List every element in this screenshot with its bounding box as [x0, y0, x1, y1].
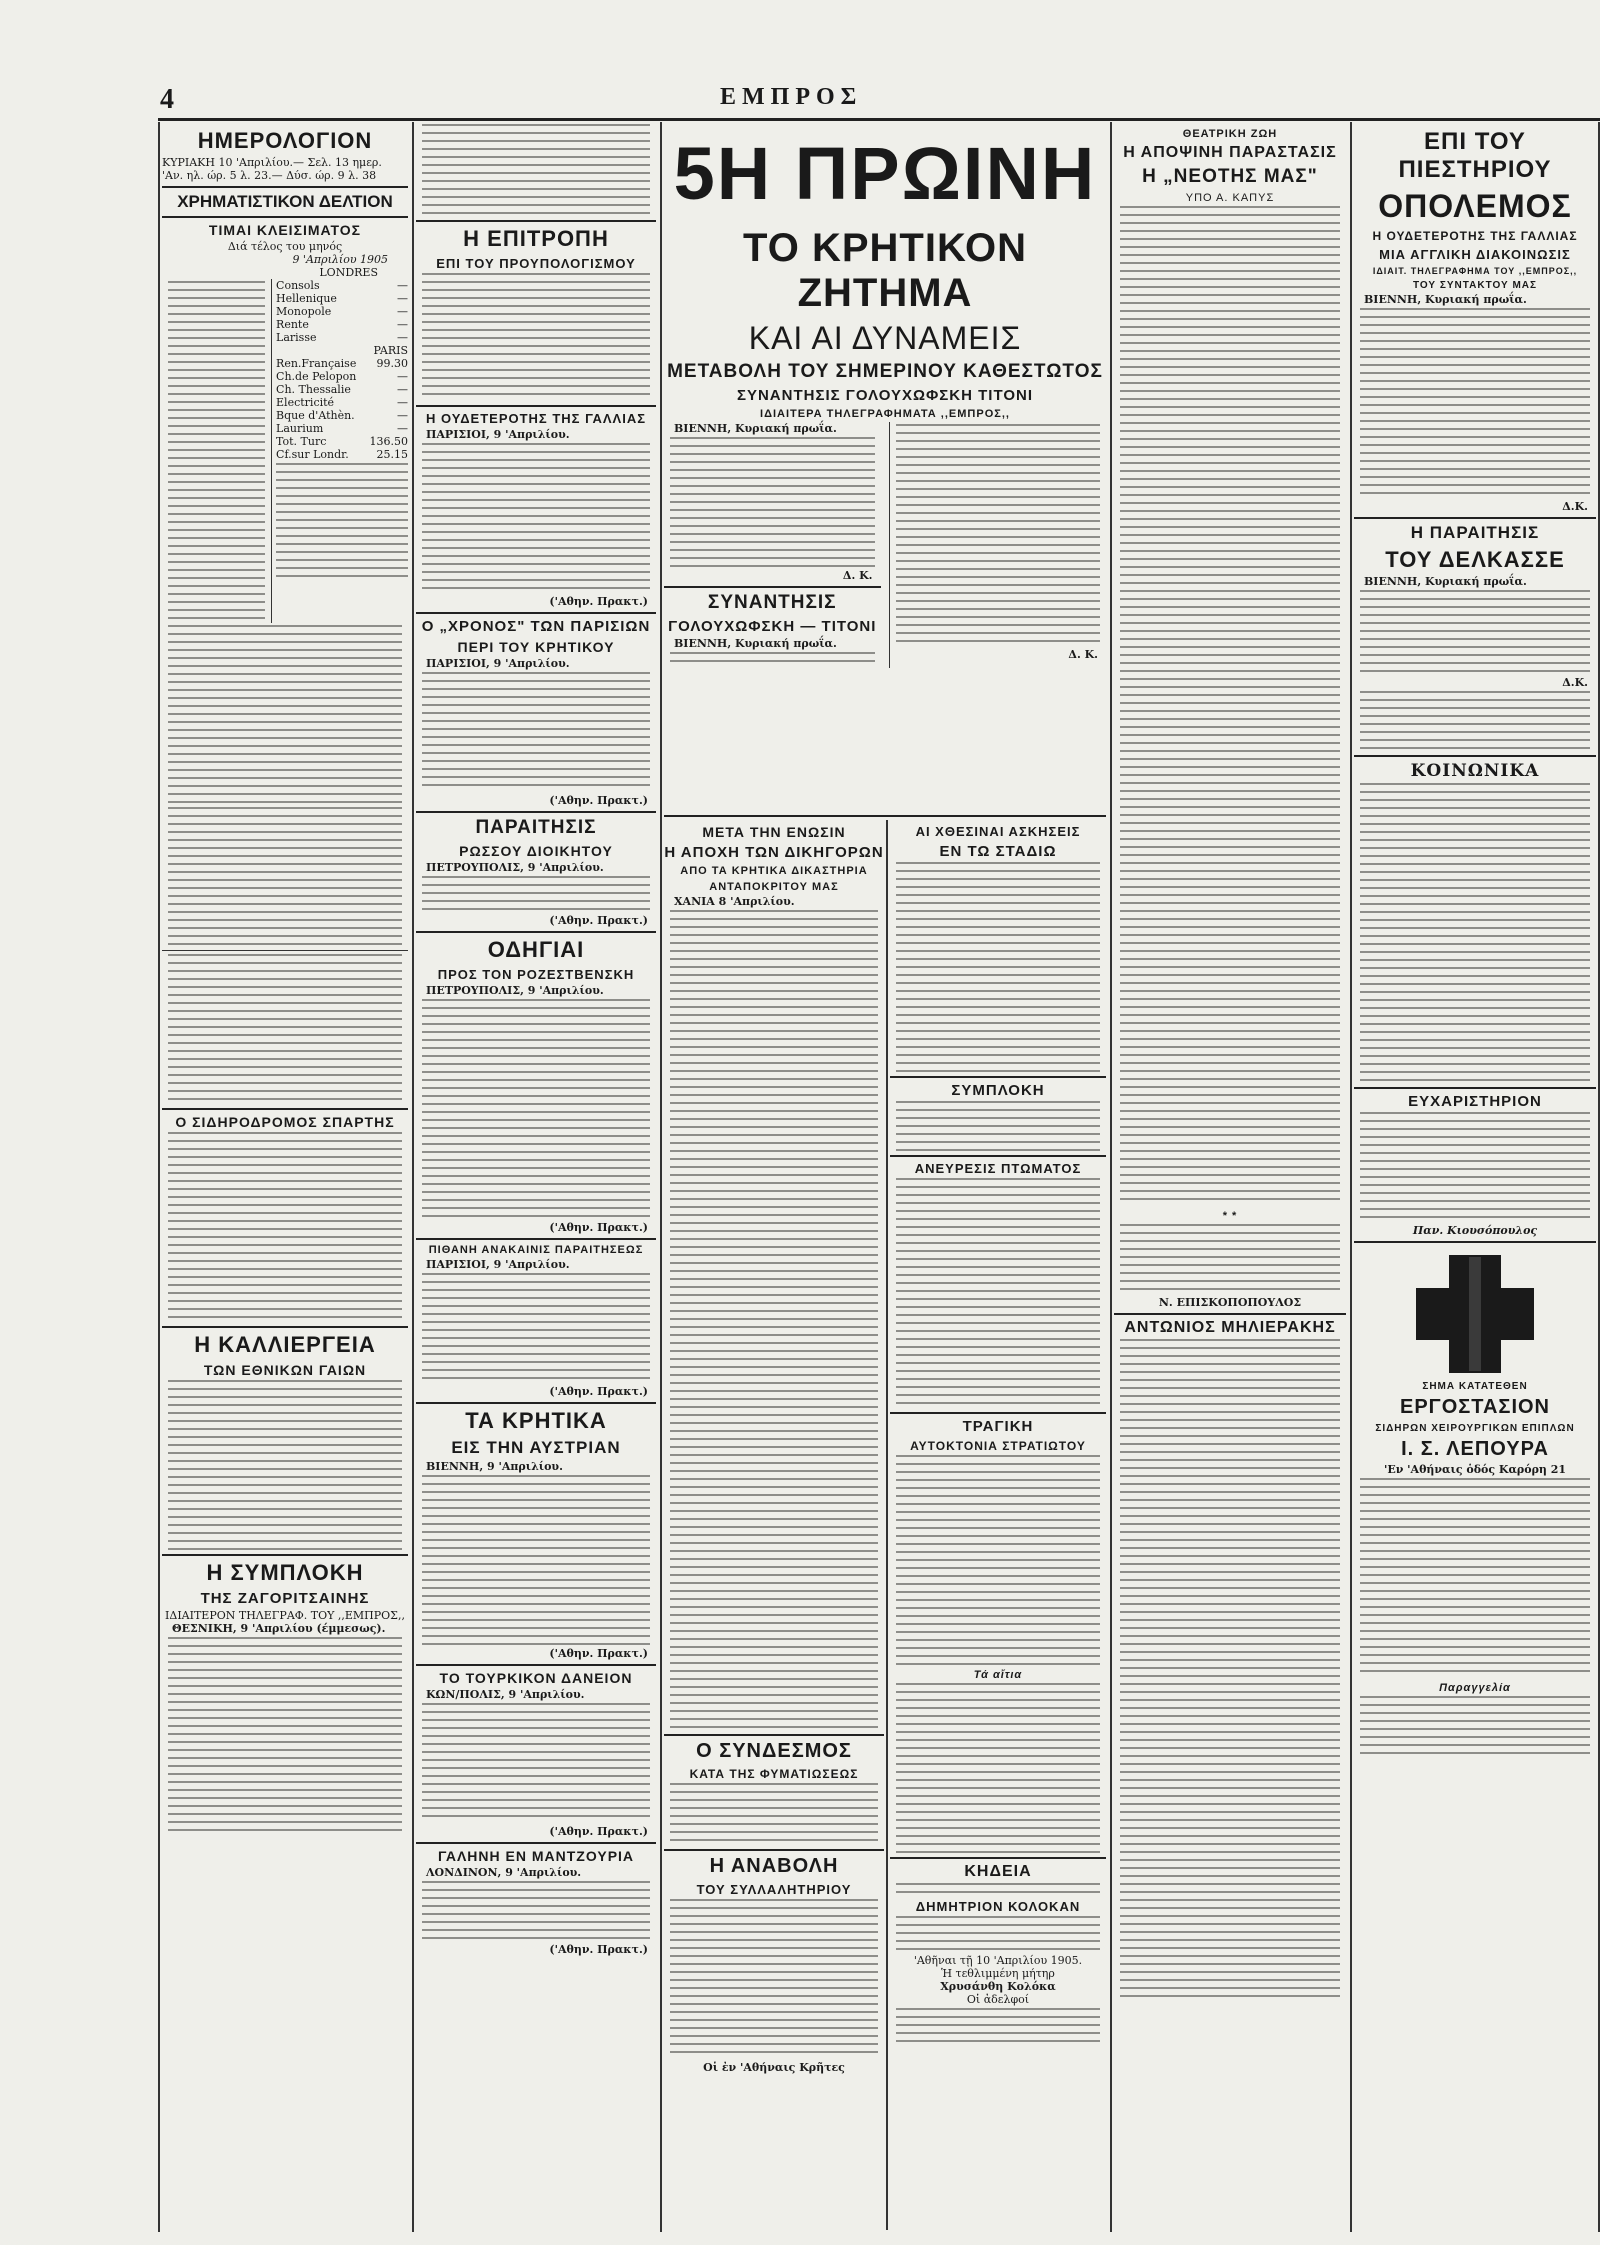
apoxi-title: Η ΑΠΟΧΗ ΤΩΝ ΔΙΚΗΓΟΡΩΝ [664, 844, 884, 861]
dateline: ΠΕΤΡΟΥΠΟΛΙΣ, 9 'Απριλίου. [426, 861, 604, 874]
paper-title: ΕΜΠΡΟΣ [720, 84, 863, 110]
kideia-name: ΔΗΜΗΤΡΙΟΝ ΚΟΛΟΚΑΝ [915, 1899, 1081, 1914]
agency-credit: ('Αθην. Πρακτ.) [549, 1825, 648, 1838]
dateline: ΒΙΕΝΝΗ, Κυριακή πρωΐα. [674, 422, 837, 435]
headline-source: ΙΔΙΑΙΤΕΡΑ ΤΗΛΕΓΡΑΦΗΜΑΤΑ ,,ΕΜΠΡΟΣ,, [760, 408, 1010, 420]
askiseis-sub: ΕΝ ΤΩ ΣΤΑΔΙΩ [939, 843, 1057, 860]
headline: ΤΟ ΚΡΗΤΙΚΟΝ ΖΗΤΗΜΑ [743, 226, 1027, 315]
agency-credit: ('Αθην. Πρακτ.) [549, 1647, 648, 1660]
askiseis-title: ΑΙ ΧΘΕΣΙΝΑΙ ΑΣΚΗΣΕΙΣ [915, 824, 1081, 839]
symploki-title: ΣΥΜΠΛΟΚΗ [951, 1082, 1045, 1099]
kallieregia-sub: ΤΩΝ ΕΘΝΙΚΩΝ ΓΑΙΩΝ [203, 1362, 367, 1378]
daneion-title: ΤΟ ΤΟΥΡΚΙΚΟΝ ΔΑΝΕΙΟΝ [439, 1670, 633, 1686]
paraitisis-title: ΠΑΡΑΙΤΗΣΙΣ [475, 817, 597, 838]
table-row: Cf.sur Londr. 25.15 [276, 448, 408, 461]
agency-credit: ('Αθην. Πρακτ.) [549, 1943, 648, 1956]
kideia-title: ΚΗΔΕΙΑ [964, 1863, 1032, 1880]
table-row: Monopole — [276, 305, 408, 318]
subhead-3: ΣΥΝΑΝΤΗΣΙΣ ΓΟΛΟΥΧΩΦΣΚΗ ΤΙΤΟΝΙ [736, 387, 1034, 404]
tragiki-title: ΤΡΑΓΙΚΗ [962, 1418, 1034, 1435]
table-row: Larisse — [276, 331, 408, 344]
factory-title: ΕΡΓΟΣΤΑΣΙΟΝ [1400, 1396, 1550, 1418]
synantisis-sub: ΓΟΛΟΥΧΩΦΣΚΗ — ΤΙΤΟΝΙ [668, 618, 877, 635]
london-label: LONDRES [319, 266, 378, 279]
signature: Δ.Κ. [1562, 500, 1588, 513]
trademark-label: ΣΗΜΑ ΚΑΤΑΤΕΘΕΝ [1422, 1381, 1528, 1392]
calendar-title: ΗΜΕΡΟΛΟΓΙΟΝ [197, 128, 373, 153]
headline-body [664, 422, 1106, 668]
kideia-siblings: Οἱ ἀδελφοί [966, 1993, 1030, 2006]
table-row: Tot. Turc 136.50 [276, 435, 408, 448]
kideia-widow: Ἡ τεθλιμμένη μήτηρ [941, 1967, 1055, 1980]
symploki-source: ΙΔΙΑΙΤΕΡΟΝ ΤΗΛΕΓΡΑΦ. ΤΟΥ ,,ΕΜΠΡΟΣ,, [165, 1609, 405, 1622]
finance-title: ΧΡΗΜΑΤΙΣΤΙΚΟΝ ΔΕΛΤΙΟΝ [177, 192, 393, 211]
press-sub3: ΜΙΑ ΑΓΓΛΙΚΗ ΔΙΑΚΟΙΝΩΣΙΣ [1379, 247, 1571, 262]
header-rule [158, 118, 1600, 121]
agency-credit: ('Αθην. Πρακτ.) [549, 1221, 648, 1234]
syndesmos-sub: ΚΑΤΑ ΤΗΣ ΦΥΜΑΤΙΩΣΕΩΣ [689, 1767, 859, 1781]
subhead: ΚΑΙ ΑΙ ΔΥΝΑΜΕΙΣ [748, 320, 1022, 356]
byline: ΥΠΟ Α. ΚΑΠΥΣ [1185, 192, 1275, 204]
price-table-right [271, 279, 408, 623]
chronos-title: Ο „ΧΡΟΝΟΣ" ΤΩΝ ΠΑΡΙΣΙΩΝ [421, 618, 651, 635]
closing-sub: Διά τέλος του μηνός [227, 240, 343, 253]
paraitisis-sub: ΡΩΣΣΟΥ ΔΙΟΙΚΗΤΟΥ [459, 843, 613, 859]
epitropi-title: Η ΕΠΙΤΡΟΠΗ [463, 226, 609, 251]
press-title: ΕΠΙ ΤΟΥ ΠΙΕΣΤΗΡΙΟΥ [1398, 128, 1552, 183]
syndesmos-title: Ο ΣΥΝΔΕΣΜΟΣ [696, 1740, 852, 1762]
press-source: ΙΔΙΑΙΤ. ΤΗΛΕΓΡΑΦΗΜΑ ΤΟΥ ,,ΕΜΠΡΟΣ,, [1372, 266, 1578, 276]
press-subtitle: ΟΠΟΛΕΜΟΣ [1378, 188, 1572, 224]
chronos-sub: ΠΕΡΙ ΤΟΥ ΚΡΗΤΙΚΟΥ [457, 639, 615, 655]
symploki-title: Η ΣΥΜΠΛΟΚΗ [206, 1560, 364, 1585]
tragiki-sub: ΑΥΤΟΚΤΟΝΙΑ ΣΤΡΑΤΙΩΤΟΥ [910, 1439, 1086, 1453]
paraggelia: Παραγγελία [1439, 1682, 1511, 1694]
symploki-dateline: ΘΕΣΝΙΚΗ, 9 'Απριλίου (έμμεσως). [172, 1622, 386, 1635]
column-rule [1350, 122, 1352, 2232]
column-rule [660, 122, 662, 2232]
koinonika-title: ΚΟΙΝΩΝΙΚΑ [1410, 761, 1540, 781]
agency-credit: ('Αθην. Πρακτ.) [549, 914, 648, 927]
anevresis-title: ΑΝΕΥΡΕΣΙΣ ΠΤΩΜΑΤΟΣ [914, 1161, 1082, 1176]
column-5 [1114, 122, 1346, 2242]
table-row: Ch. Thessalie — [276, 383, 408, 396]
theatre-title: Η ΑΠΟΨΙΝΗ ΠΑΡΑΣΤΑΣΙΣ [1123, 144, 1337, 161]
galini-title: ΓΑΛΗΝΗ ΕΝ ΜΑΝΤΖΟΥΡΙΑ [437, 1848, 635, 1864]
column-rule [158, 122, 160, 2232]
synantisis-title: ΣΥΝΑΝΤΗΣΙΣ [707, 592, 837, 613]
dateline: ΒΙΕΝΝΗ, Κυριακή πρωΐα. [1364, 575, 1527, 588]
theatre-subtitle: Η „ΝΕΟΤΗΣ ΜΑΣ" [1142, 166, 1318, 187]
column-1 [162, 122, 408, 2242]
headline-rule [664, 815, 1106, 817]
column-rule [1110, 122, 1112, 2232]
kideia-mother: Χρυσάνθη Κολόκα [940, 1980, 1056, 1993]
calendar-line: ΚΥΡΙΑΚΗ 10 'Απριλίου.— Σελ. 13 ημερ. [162, 156, 382, 169]
kritika-title: ΤΑ ΚΡΗΤΙΚΑ [465, 1408, 607, 1433]
dateline: ΒΙΕΝΝΗ, Κυριακή πρωΐα. [674, 637, 837, 650]
column-rule [412, 122, 414, 2232]
factory-owner: Ι. Σ. ΛΕΠΟΥΡΑ [1401, 1438, 1549, 1460]
table-row: Hellenique — [276, 292, 408, 305]
oudeterotis-title: Η ΟΥΔΕΤΕΡΟΤΗΣ ΤΗΣ ΓΑΛΛΙΑΣ [425, 411, 647, 426]
signature: Δ. Κ. [1068, 648, 1098, 661]
closing-prices-title: ΤΙΜΑΙ ΚΛΕΙΣΙΜΑΤΟΣ [208, 222, 362, 238]
column-3 [664, 820, 884, 2240]
calendar-line: 'Αν. ηλ. ώρ. 5 λ. 23.— Δύσ. ώρ. 9 λ. 38 [162, 169, 377, 182]
paraitisis-title: Η ΠΑΡΑΙΤΗΣΙΣ [1410, 523, 1540, 542]
factory-address: 'Εν 'Αθήναις ὁδός Καρόρη 21 [1383, 1463, 1567, 1476]
paris-label: PARIS [373, 344, 408, 357]
dateline: ΧΑΝΙΑ 8 'Απριλίου. [674, 895, 795, 908]
column-6 [1354, 122, 1596, 2242]
obituary-title: ΑΝΤΩΝΙΟΣ ΜΗΛΙΕΡΑΚΗΣ [1124, 1319, 1336, 1336]
table-row: Ch.de Pelopon — [276, 370, 408, 383]
agency-credit: ('Αθην. Πρακτ.) [549, 595, 648, 608]
date: 9 'Απριλίου 1905 [292, 253, 388, 266]
anavoli-sub: ΤΟΥ ΣΥΛΛΑΛΗΤΗΡΙΟΥ [696, 1882, 852, 1897]
table-row: Electricité — [276, 396, 408, 409]
table-row: Ren.Française 99.30 [276, 357, 408, 370]
odigiai-sub: ΠΡΟΣ ΤΟΝ ΡΟΖΕΣΤΒΕΝΣΚΗ [437, 967, 635, 982]
thanks-signer: Παν. Κιουσόπουλος [1412, 1224, 1538, 1237]
dateline: ΠΑΡΙΣΙΟΙ, 9 'Απριλίου. [426, 428, 570, 441]
anavoli-title: Η ΑΝΑΒΟΛΗ [709, 1855, 839, 1877]
dateline: ΠΑΡΙΣΙΟΙ, 9 'Απριλίου. [426, 1258, 570, 1271]
headline-block [664, 122, 1106, 812]
price-table [162, 279, 408, 623]
epitropi-sub: ΕΠΙ ΤΟΥ ΠΡΟΥΠΟΛΟΓΙΣΜΟΥ [436, 256, 636, 271]
signature: Ν. ΕΠΙΣΚΟΠΟΠΟΥΛΟΣ [1158, 1296, 1302, 1309]
aitia-subhead: Τά αἴτια [973, 1669, 1023, 1681]
odigiai-title: ΟΔΗΓΙΑΙ [487, 937, 585, 962]
apoxi-sub: ΑΠΟ ΤΑ ΚΡΗΤΙΚΑ ΔΙΚΑΣΤΗΡΙΑ [680, 865, 868, 877]
signature: Οἱ ἐν 'Αθήναις Κρῆτες [703, 2061, 845, 2074]
subhead-2: ΜΕΤΑΒΟΛΗ ΤΟΥ ΣΗΜΕΡΙΝΟΥ ΚΑΘΕΣΤΩΤΟΣ [667, 361, 1103, 382]
stars-divider: * * [1222, 1210, 1238, 1222]
dateline: ΚΩΝ/ΠΟΛΙΣ, 9 'Απριλίου. [426, 1688, 585, 1701]
press-sub2: Η ΟΥΔΕΤΕΡΟΤΗΣ ΤΗΣ ΓΑΛΛΙΑΣ [1372, 229, 1578, 243]
agency-credit: ('Αθην. Πρακτ.) [549, 1385, 648, 1398]
table-row: Consols — [276, 279, 408, 292]
edition-banner: 5Η ΠΡΩΙΝΗ [673, 132, 1097, 215]
headline-body-left [664, 422, 881, 668]
apoxi-source: ΑΝΤΑΠΟΚΡΙΤΟΥ ΜΑΣ [709, 881, 839, 893]
paraitisis-sub: ΤΟΥ ΔΕΛΚΑΣΣΕ [1385, 547, 1565, 572]
symploki-sub: ΤΗΣ ΖΑΓΟΡΙΤΣΑΙΝΗΣ [200, 1590, 370, 1607]
column-2 [416, 122, 656, 2242]
page-number: 4 [160, 84, 174, 115]
sidirodromos-title: Ο ΣΙΔΗΡΟΔΡΟΜΟΣ ΣΠΑΡΤΗΣ [175, 1114, 395, 1130]
cross-shade [1469, 1257, 1481, 1371]
anamenetai-title: ΠΙΘΑΝΗ ΑΝΑΚΑΙΝΙΣ ΠΑΡΑΙΤΗΣΕΩΣ [428, 1244, 644, 1256]
table-row: Laurium — [276, 422, 408, 435]
section-title: ΘΕΑΤΡΙΚΗ ΖΩΗ [1182, 128, 1278, 140]
agency-credit: ('Αθην. Πρακτ.) [549, 794, 648, 807]
column-4 [890, 820, 1106, 2240]
signature: Δ. Κ. [842, 569, 873, 582]
meta-title: ΜΕΤΑ ΤΗΝ ΕΝΩΣΙΝ [702, 824, 846, 840]
table-row: Bque d'Athèn. — [276, 409, 408, 422]
thanks-title: ΕΥΧΑΡΙΣΤΗΡΙΟΝ [1408, 1093, 1542, 1110]
press-source-2: ΤΟΥ ΣΥΝΤΑΚΤΟΥ ΜΑΣ [1412, 280, 1537, 291]
dateline: ΛΟΝΔΙΝΟΝ, 9 'Απριλίου. [426, 1866, 582, 1879]
dateline: ΒΙΕΝΝΗ, 9 'Απριλίου. [426, 1460, 563, 1473]
dateline: ΠΑΡΙΣΙΟΙ, 9 'Απριλίου. [426, 657, 570, 670]
dateline: ΒΙΕΝΝΗ, Κυριακή πρωΐα. [1364, 293, 1527, 306]
table-row: Rente — [276, 318, 408, 331]
signature: Δ.Κ. [1562, 676, 1588, 689]
factory-sub: ΣΙΔΗΡΩΝ ΧΕΙΡΟΥΡΓΙΚΩΝ ΕΠΙΠΛΩΝ [1375, 1423, 1575, 1434]
headline-body-right [889, 422, 1107, 668]
kritika-sub: ΕΙΣ ΤΗΝ ΑΥΣΤΡΙΑΝ [451, 1438, 621, 1457]
cross-emblem [1354, 1247, 1596, 1377]
column-rule [886, 820, 888, 2230]
kideia-date: 'Αθῆναι τῇ 10 'Απριλίου 1905. [913, 1954, 1083, 1967]
kallieregia-title: Η ΚΑΛΛΙΕΡΓΕΙΑ [194, 1332, 376, 1357]
dateline: ΠΕΤΡΟΥΠΟΛΙΣ, 9 'Απριλίου. [426, 984, 604, 997]
